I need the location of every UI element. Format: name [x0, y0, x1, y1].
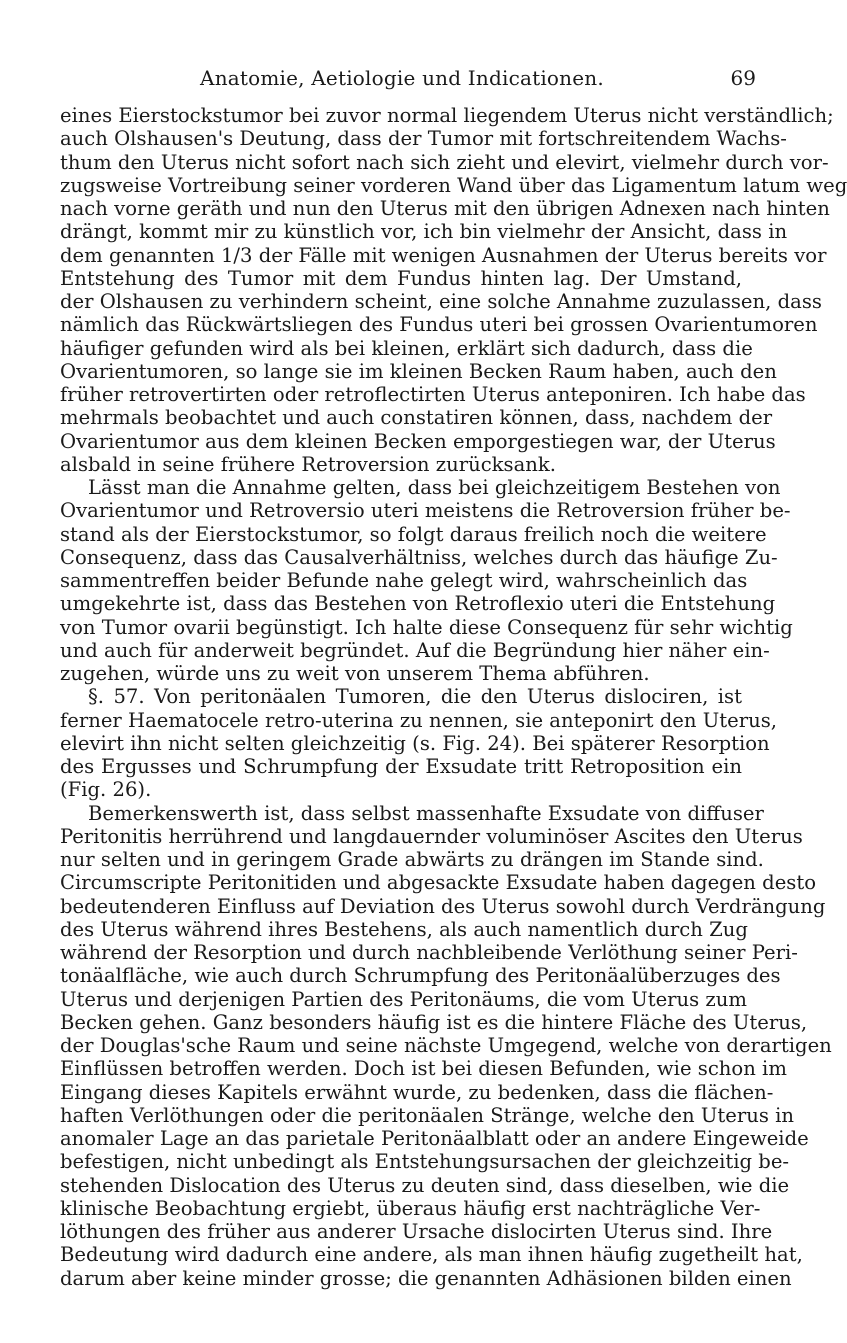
text-line: häufiger gefunden wird als bei kleinen, erklärt sich dadurch, dass die — [60, 336, 753, 360]
text-line: Consequenz, dass das Causalverhältniss, welches durch das häufige Zu- — [60, 545, 778, 569]
text-line: ferner Haematocele retro-uterina zu nennen, sie anteponirt den Uterus, — [60, 708, 777, 732]
text-line: Uterus und derjenigen Partien des Peritonäums, die vom Uterus zum — [60, 987, 747, 1011]
body-text — [60, 104, 847, 1290]
text-line: des Uterus während ihres Bestehens, als auch namentlich durch Zug — [60, 917, 748, 941]
text-line: umgekehrte ist, dass das Bestehen von Retroflexio uteri die Entstehung — [60, 592, 776, 616]
text-line: Bedeutung wird dadurch eine andere, als man ihnen häufig zugetheilt hat, — [60, 1243, 803, 1267]
text-line: Ovarientumoren, so lange sie im kleinen Becken Raum haben, auch den — [60, 359, 777, 383]
text-line: darum aber keine minder grosse; die genannten Adhäsionen bilden einen — [60, 1266, 792, 1290]
text-line: drängt, kommt mir zu künstlich vor, ich bin vielmehr der Ansicht, dass in — [60, 220, 788, 244]
text-line: auch Olshausen's Deutung, dass der Tumor mit fortschreitendem Wachs- — [60, 127, 787, 151]
text-line: haften Verlöthungen oder die peritonäalen Stränge, welche den Uterus in — [60, 1103, 794, 1127]
text-line: und auch für anderweit begründet. Auf die Begründung hier näher ein- — [60, 638, 770, 662]
text-line: anomaler Lage an das parietale Peritonäalblatt oder an andere Eingeweide — [60, 1127, 809, 1150]
text-line: der Olshausen zu verhindern scheint, eine solche Annahme zuzulassen, dass — [60, 290, 822, 313]
text-line: Bemerkenswerth ist, dass selbst massenhafte Exsudate von diffuser — [88, 801, 764, 825]
text-line: befestigen, nicht unbedingt als Entstehungsursachen der gleichzeitig be- — [60, 1150, 790, 1174]
text-line: während der Resorption und durch nachbleibende Verlöthung seiner Peri- — [60, 941, 798, 964]
text-line: nur selten und in geringem Grade abwärts zu drängen im Stande sind. — [60, 848, 764, 871]
text-line: Ovarientumor und Retroversio uteri meistens die Retroversion früher be- — [60, 499, 791, 523]
text-line: eines Eierstockstumor bei zuvor normal liegendem Uterus nicht verständlich; — [60, 104, 834, 127]
text-line: Eingang dieses Kapitels erwähnt wurde, zu bedenken, dass die flächen- — [60, 1080, 774, 1104]
text-line: thum den Uterus nicht sofort nach sich zieht und elevirt, vielmehr durch vor- — [60, 150, 829, 174]
text-line: stehenden Dislocation des Uterus zu deuten sind, dass dieselben, wie die — [60, 1173, 790, 1197]
text-line: tonäalfläche, wie auch durch Schrumpfung des Peritonäalüberzuges des — [60, 964, 781, 988]
text-line: zugehen, würde uns zu weit von unserem Thema abführen. — [60, 662, 650, 685]
text-line: alsbald in seine frühere Retroversion zurücksank. — [60, 452, 556, 476]
text-line: des Ergusses und Schrumpfung der Exsudate tritt Retroposition ein — [60, 755, 742, 778]
text-line: der Douglas'sche Raum und seine nächste Umgegend, welche von derartigen — [60, 1034, 832, 1057]
text-line: elevirt ihn nicht selten gleichzeitig (s. Fig. 24). Bei späterer Resorption — [60, 731, 770, 755]
text-line: früher retrovertirten oder retroflectirten Uterus anteponiren. Ich habe das — [60, 383, 806, 406]
page-number: 69 — [730, 66, 756, 90]
text-line: Ovarientumor aus dem kleinen Becken emporgestiegen war, der Uterus — [60, 429, 776, 453]
text-line: dem genannten 1/3 der Fälle mit wenigen Ausnahmen der Uterus bereits vor — [60, 243, 827, 267]
text-line: zugsweise Vortreibung seiner vorderen Wand über das Ligamentum latum weg — [60, 173, 847, 197]
text-line: Peritonitis herrührend und langdauernder voluminöser Ascites den Uterus — [60, 824, 803, 848]
text-line: Einflüssen betroffen werden. Doch ist bei diesen Befunden, wie schon im — [60, 1057, 787, 1081]
text-line: klinische Beobachtung ergiebt, überaus häufig erst nachträgliche Ver- — [60, 1196, 761, 1220]
text-line: von Tumor ovarii begünstigt. Ich halte diese Consequenz für sehr wichtig — [60, 615, 793, 639]
running-title: Anatomie, Aetiologie und Indicationen. — [200, 66, 604, 90]
running-header — [52, 66, 756, 96]
text-line: mehrmals beobachtet und auch constatiren können, dass, nachdem der — [60, 406, 773, 430]
text-line: Lässt man die Annahme gelten, dass bei gleichzeitigem Bestehen von — [88, 476, 781, 499]
text-line: stand als der Eierstockstumor, so folgt daraus freilich noch die weitere — [60, 522, 767, 546]
text-line: löthungen des früher aus anderer Ursache dislocirten Uterus sind. Ihre — [60, 1220, 773, 1243]
text-line: Entstehung des Tumor mit dem Fundus hinten lag. Der Umstand, — [60, 266, 742, 290]
text-line: Circumscripte Peritonitiden und abgesackte Exsudate haben dagegen desto — [60, 871, 817, 895]
text-line: §. 57. Von peritonäalen Tumoren, die den Uterus dislociren, ist — [88, 685, 742, 709]
text-line: sammentreffen beider Befunde nahe gelegt wird, wahrscheinlich das — [60, 569, 748, 592]
text-line: nämlich das Rückwärtsliegen des Fundus uteri bei grossen Ovarientumoren — [60, 313, 818, 337]
text-line: Becken gehen. Ganz besonders häufig ist es die hintere Fläche des Uterus, — [60, 1010, 808, 1034]
text-line: (Fig. 26). — [60, 778, 152, 802]
text-line: nach vorne geräth und nun den Uterus mit den übrigen Adnexen nach hinten — [60, 197, 830, 220]
text-line: bedeutenderen Einfluss auf Deviation des Uterus sowohl durch Verdrängung — [60, 894, 826, 918]
